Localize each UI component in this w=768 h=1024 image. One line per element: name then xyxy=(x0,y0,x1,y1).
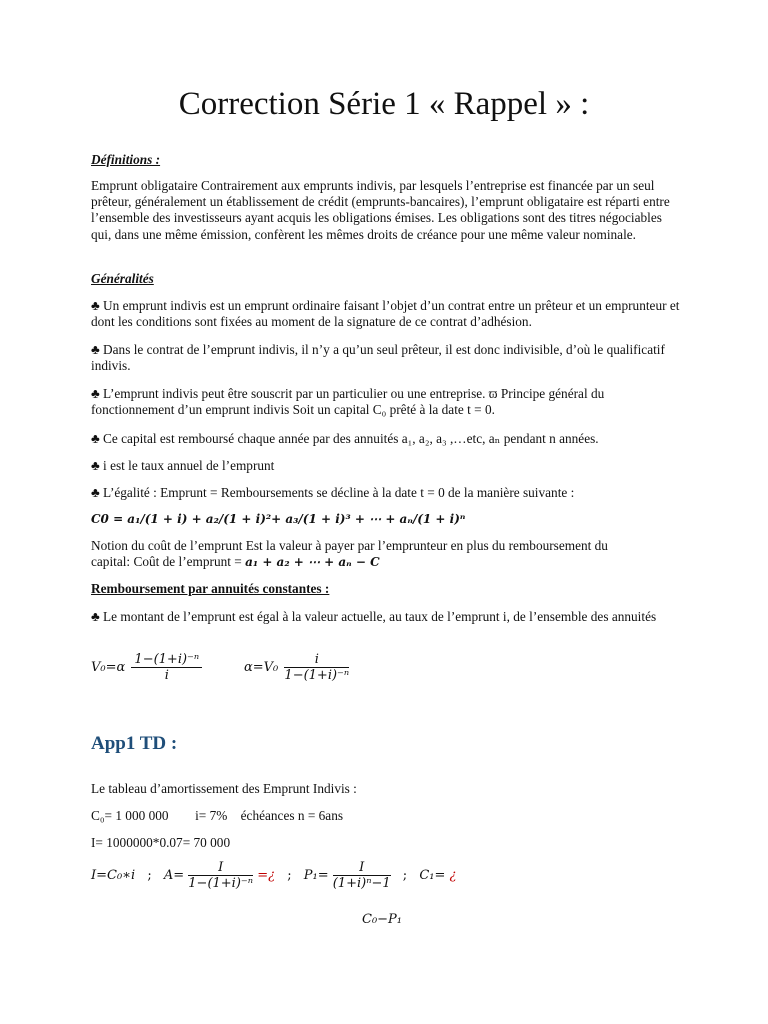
formula-separator: ; xyxy=(287,868,292,883)
cout-line-1: Notion du coût de l’emprunt Est la valeur à payer par l’emprunteur en plus du remboursement du xyxy=(91,538,608,553)
generalites-p6: ♣ L’égalité : Emprunt = Remboursements se décline à la date t = 0 de la manière suivante : xyxy=(91,485,575,500)
generalites-p4: ♣ Ce capital est remboursé chaque année par des annuités a₁, a₂, a₃ ,…etc, aₙ pendant n années. xyxy=(91,431,599,446)
formula-v0-num: 1−(1+i)⁻ⁿ xyxy=(131,652,202,668)
emprunt-equation: C0 = a₁/(1 + i) + a₂/(1 + i)²+ a₃/(1 + i)³ + ⋯ + aₙ/(1 + i)ⁿ xyxy=(91,512,466,526)
formula-payment-lhs: P₁= xyxy=(303,868,329,883)
app1-interest: I= 1000000*0.07= 70 000 xyxy=(91,835,231,850)
app1-heading: App1 TD : xyxy=(91,733,178,754)
formula-annuity-fraction xyxy=(188,860,253,891)
formula-separator: ; xyxy=(147,868,152,883)
formula-v0-den: i xyxy=(164,668,169,683)
formula-annuity-rhs: =¿ xyxy=(257,868,276,883)
app1-intro: Le tableau d’amortissement des Emprunt Indivis : xyxy=(91,781,357,796)
formula-capital-lhs: C₁= xyxy=(419,868,446,883)
formula-annuity-lhs: A= xyxy=(163,868,185,883)
formula-interest: I=C₀∗i xyxy=(91,868,136,883)
generalites-p2: ♣ Dans le contrat de l’emprunt indivis, il n’y a qu’un seul prêteur, il est donc indivisible, d’où le qualificatif indivis. xyxy=(91,342,665,374)
cout-formula: a₁ + a₂ + ⋯ + aₙ − C xyxy=(245,555,380,569)
formula-v0-fraction xyxy=(131,652,202,683)
formula-annuity-den: 1−(1+i)⁻ⁿ xyxy=(188,876,254,891)
definitions-text: Emprunt obligataire Contrairement aux emprunts indivis, par lesquels l’entreprise est financée par un seul prêteur, généralement un établissement de crédit (emprunts-bancaires), l’emprunt obligataire est réparti entre l’ensemble des investisseurs ayant acquis les obligations émises. Les obligations sont des titres négociables qui, dans une même émission, confèrent les mêmes droits de créance pour une même valeur nominale. xyxy=(91,178,670,242)
formula-v0-lhs: V₀=α xyxy=(91,660,126,675)
formula-alpha xyxy=(244,652,349,683)
cout-line-2 xyxy=(91,554,681,570)
generalites-p3: ♣ L’emprunt indivis peut être souscrit par un particulier ou une entreprise. ϖ Principe général du fonctionnement d’un emprunt indivis Soit un capital C₀ prêté à la date t = 0. xyxy=(91,386,605,418)
page-title: Correction Série 1 « Rappel » : xyxy=(178,86,590,122)
generalites-p5: ♣ i est le taux annuel de l’emprunt xyxy=(91,458,275,473)
formula-alpha-lhs: α=V₀ xyxy=(244,660,279,675)
formula-alpha-den: 1−(1+i)⁻ⁿ xyxy=(284,668,350,683)
formula-separator: ; xyxy=(402,868,408,883)
formula-alpha-num: i xyxy=(284,652,349,668)
cout-line-2-text: capital: Coût de l’emprunt = xyxy=(91,554,246,569)
formula-capital-denominator: C₀−P₁ xyxy=(362,912,403,927)
remboursement-text: ♣ Le montant de l’emprunt est égal à la valeur actuelle, au taux de l’emprunt i, de l’ensemble des annuités xyxy=(91,609,657,624)
formula-payment-num: I xyxy=(333,860,391,876)
app1-params: C₀= 1 000 000 i= 7% échéances n = 6ans xyxy=(91,808,344,823)
formula-payment-fraction xyxy=(333,860,391,891)
generalites-p1: ♣ Un emprunt indivis est un emprunt ordinaire faisant l’objet d’un contrat entre un prêteur et un emprunteur et dont les conditions sont fixées au moment de la signature de ce contrat d’adhésion. xyxy=(91,298,680,330)
formula-annuity-num: I xyxy=(188,860,253,876)
formula-v0 xyxy=(91,652,202,683)
definitions-heading: Définitions : xyxy=(91,152,161,167)
generalites-heading: Généralités xyxy=(91,271,154,286)
formula-payment-den: (1+i)ⁿ−1 xyxy=(332,876,391,891)
formula-capital-rhs: ¿ xyxy=(449,868,457,883)
formula-alpha-fraction xyxy=(284,652,349,683)
remboursement-heading: Remboursement par annuités constantes : xyxy=(91,581,330,596)
app1-formula-row xyxy=(91,860,457,891)
